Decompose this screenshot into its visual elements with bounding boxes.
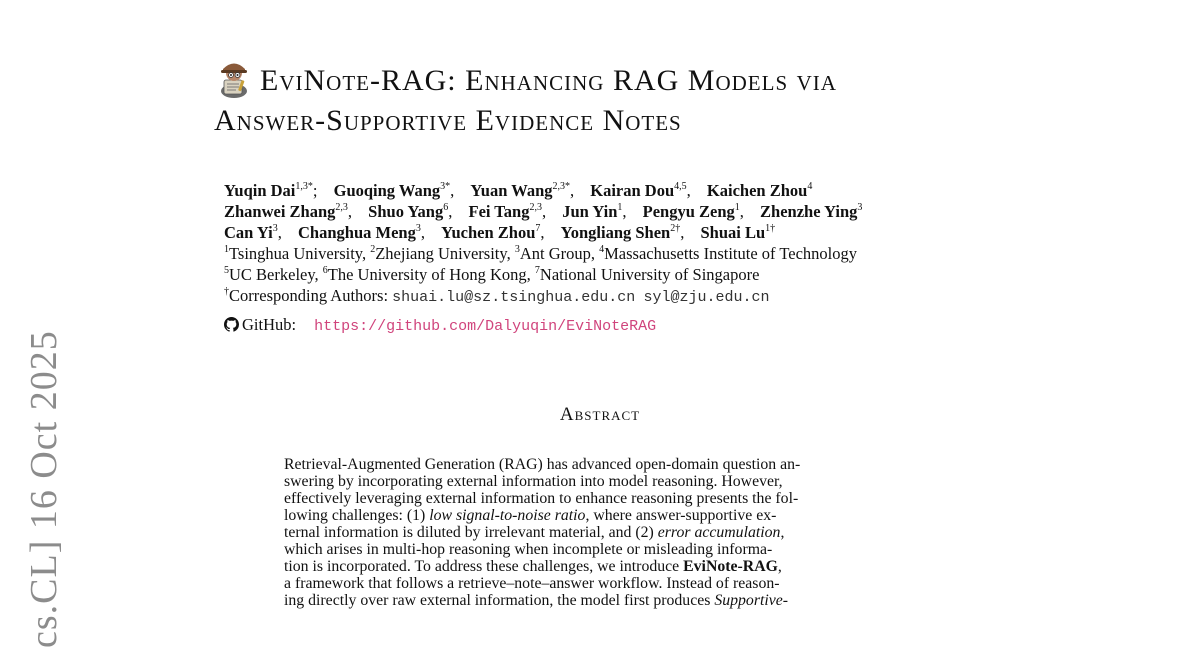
abstract-text: a framework that follows a retrieve–note–answer workflow. Instead of reason-: [284, 575, 780, 592]
abstract-text: ,: [780, 524, 785, 541]
abstract-text: swering by incorporating external information into model reasoning. However,: [284, 473, 783, 490]
abstract-line: [284, 507, 777, 524]
title-line-2: Answer-Supportive Evidence Notes: [214, 104, 682, 137]
author: Jun Yin$^1$: [562, 201, 623, 221]
github-link[interactable]: https://github.com/Dalyuqin/EviNoteRAG: [314, 318, 657, 335]
abstract-text: effectively leveraging external information to enhance reasoning presents the fol-: [284, 490, 799, 507]
abstract-line: [284, 558, 782, 575]
abstract-text: EviNote-RAG: [683, 558, 778, 575]
paper-title: [214, 58, 1034, 141]
author: Can Yi$^3$: [224, 222, 278, 242]
abstract-line: [284, 592, 789, 609]
github-icon: [224, 316, 239, 331]
author: Zhenzhe Ying$^3$: [760, 201, 863, 221]
abstract-text: tion is incorporated. To address these challenges, we introduce: [284, 558, 684, 575]
corresponding-authors: †Corresponding Authors: shuai.lu@sz.tsinghua.edu.cn syl@zju.edu.cn: [224, 285, 770, 306]
author: Yongliang Shen$^{2\dagger}$: [560, 222, 681, 242]
author-row: Can Yi$^3$, Changhua Meng$^3$, Yuchen Zhou$^7$, Yongliang Shen$^{2\dagger}$, Shuai $Lu^{1\dagger}$: [224, 222, 776, 242]
author-block: [224, 180, 1024, 337]
abstract-heading: Abstract: [559, 404, 641, 425]
author: Yuqin Dai$^{1,3*}$: [224, 180, 313, 200]
author: Yuan Wang$^{2,3*}$: [470, 180, 571, 200]
abstract-line: [284, 490, 799, 507]
abstract-body: [284, 456, 801, 609]
affiliation-line: $^1$Tsinghua University, $^2$Zhejiang University, $^3$Ant Group, $^4$Massachusetts Institute of Technology: [224, 243, 857, 263]
abstract-text: Retrieval-Augmented Generation (RAG) has advanced open-domain question an-: [284, 456, 801, 473]
author: Changhua Meng$^3$: [298, 222, 421, 242]
author: Shuai $Lu^{1\dagger}$: [700, 222, 776, 242]
author: Yuchen Zhou$^7$: [441, 222, 541, 242]
email-link[interactable]: syl@zju.edu.cn: [643, 289, 770, 306]
abstract-text: ternal information is diluted by irrelevant material, and (2): [284, 524, 658, 541]
author-row: Zhanwei Zhang$^{2,3}$, Shuo Yang$^6$, Fei Tang$^{2,3}$, Jun Yin$^1$, Pengyu Zeng$^1$, Zhenzhe Ying$^3$: [224, 201, 863, 221]
affiliation-line: $^5$UC Berkeley, $^6$The University of Hong Kong, $^7$National University of Singapore: [224, 264, 760, 284]
author: Fei Tang$^{2,3}$: [468, 201, 542, 221]
abstract-line: [284, 456, 801, 473]
abstract-text: ing directly over raw external information, the model first produces: [284, 592, 715, 609]
author: Zhanwei Zhang$^{2,3}$: [224, 201, 348, 221]
email-link[interactable]: shuai.lu@sz.tsinghua.edu.cn: [392, 289, 636, 306]
abstract-text: ,: [777, 558, 782, 575]
author-row: Yuqin Dai$^{1,3*}$; Guoqing Wang$^{3*}$, Yuan Wang$^{2,3*}$, Kairan Dou$^{4,5}$, Kaichen Zhou$^4$: [224, 180, 813, 200]
abstract-text: error accumulation: [657, 524, 781, 541]
mascot-icon: [214, 58, 254, 98]
abstract-text: low signal-to-noise ratio: [429, 507, 586, 524]
author: Guoqing Wang$^{3*}$: [333, 180, 451, 200]
abstract-line: [284, 575, 780, 592]
abstract-text: lowing challenges: (1): [284, 507, 430, 524]
abstract-line: [284, 473, 783, 490]
author: Pengyu Zeng$^1$: [642, 201, 740, 221]
author: Kairan Dou$^{4,5}$: [590, 180, 687, 200]
author: Shuo Yang$^6$: [368, 201, 449, 221]
abstract-text: Supportive-: [714, 592, 789, 609]
arxiv-side-label: cs.CL] 16 Oct 2025: [23, 330, 65, 648]
github-line: GitHub: https://github.com/Dalyuqin/EviNoteRAG: [224, 314, 1024, 337]
abstract-line: [284, 541, 773, 558]
abstract-text: which arises in multi-hop reasoning when incomplete or misleading informa-: [284, 541, 773, 558]
title-line-1: EviNote-RAG: Enhancing RAG Models via: [214, 58, 1034, 101]
abstract-text: , where answer-supportive ex-: [585, 507, 777, 524]
author: Kaichen Zhou$^4$: [706, 180, 813, 200]
abstract-line: [284, 524, 785, 541]
